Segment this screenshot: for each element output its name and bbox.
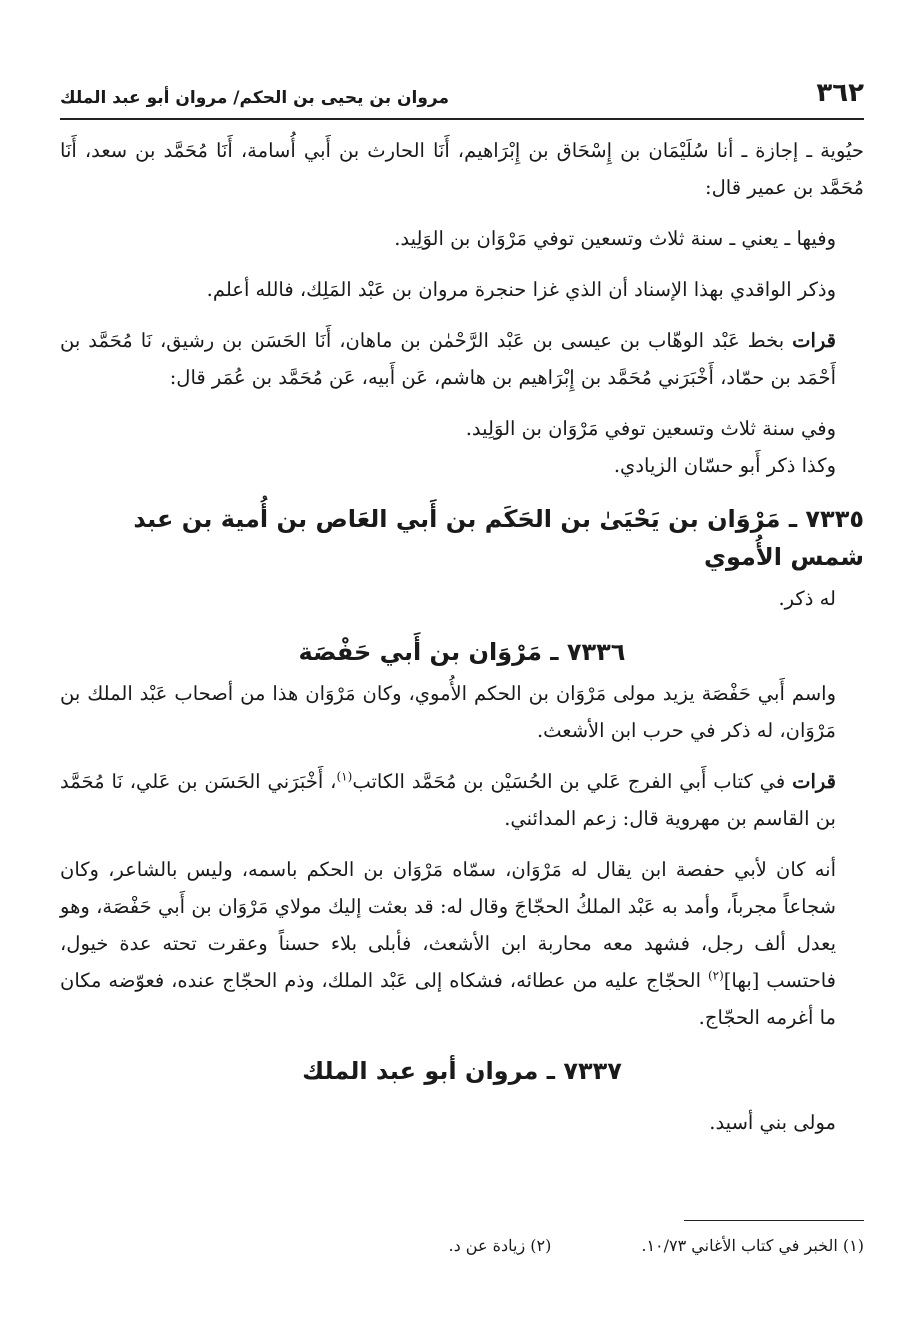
entry-7336-paragraph-3-text-b: الحجّاج عليه من عطائه، فشكاه إلى عَبْد الملك، وذم الحجّاج عنده، فعوّضه مكان ما أغرمه الحجّاج. <box>60 969 836 1029</box>
paragraph-4-text: بخط عَبْد الوهّاب بن عيسى بن عَبْد الرَّحْمٰن بن ماهان، أَنَا الحَسَن بن رشيق، نَا مُحَمَّد بن أَحْمَد بن حمّاد، أَخْبَرَني مُحَمَّد بن إِبْرَاهيم بن هاشم، عَن أَبيه، عَن مُحَمَّد بن عُمَر قال: <box>60 329 836 389</box>
entry-7336-paragraph-2-text-a: في كتاب أَبي الفرج عَلي بن الحُسَيْن بن مُحَمَّد الكاتب <box>352 770 793 793</box>
entry-7336-paragraph-2-lead: قرات <box>792 770 836 793</box>
footnote-2: (٢) زيادة عن د. <box>448 1236 552 1255</box>
footnote-ref-2: (٢) <box>707 968 724 983</box>
paragraph-3: وذكر الواقدي بهذا الإسناد أن الذي غزا حنجرة مروان بن عَبْد المَلِك، فالله أعلم. <box>206 278 836 301</box>
paragraph-6: وكذا ذكر أَبو حسّان الزيادي. <box>613 454 836 477</box>
paragraph-1: حيُوية ـ إجازة ـ أنا سُلَيْمَان بن إِسْحَاق بن إِبْرَاهيم، أَنَا الحارث بن أَبي أُسامة، أَنَا مُحَمَّد بن سعد، أَنَا مُحَمَّد بن عمير قال: <box>60 139 864 199</box>
entry-7336-paragraph-2 <box>60 763 864 837</box>
entry-7337-text: مولى بني أسيد. <box>709 1111 836 1134</box>
paragraph-5: وفي سنة ثلاث وتسعين توفي مَرْوَان بن الوَلِيد. <box>465 417 836 440</box>
footnotes <box>60 1234 864 1258</box>
paragraph-4-lead: قرات <box>792 329 836 352</box>
page-body <box>60 132 864 1141</box>
page-number: ٣٦٢ <box>816 78 864 108</box>
paragraph-4 <box>60 322 864 396</box>
entry-7336-paragraph-2-text-b: ، أَخْبَرَني الحَسَن بن عَلي، نَا مُحَمَّد بن القاسم بن مهروية قال: زعم المدائني. <box>60 770 836 830</box>
footnote-ref-1: (١) <box>336 769 353 784</box>
entry-7336-title: ٧٣٣٦ ـ مَرْوَان بن أَبي حَفْصَة <box>298 638 626 666</box>
header-divider <box>60 118 864 120</box>
entry-7336-paragraph-1: واسم أَبي حَفْصَة يزيد مولى مَرْوَان بن الحكم الأُموي، وكان مَرْوَان هذا من أصحاب عَبْد الملك بن مَرْوَان، له ذكر في حرب ابن الأشعث. <box>60 682 836 742</box>
entry-7336-paragraph-3 <box>60 851 864 1036</box>
entry-7336-paragraph-3-text-a: أنه كان لأبي حفصة ابن يقال له مَرْوَان، سمّاه مَرْوَان بن الحكم باسمه، وليس بالشاعر، وكان شجاعاً مجرباً، وأمد به عَبْد الملكُ الحجّاجَ وقال له: قد بعثت إليك مولاي مَرْوَان بن أَبي حَفْصَة، وهو يعدل ألف رجل، فشهد معه محاربة ابن الأشعث، فأبلى بلاء حسناً وعقرت تحته عدة خيول، فاحتسب [بها] <box>60 858 837 992</box>
entry-7335-title: ٧٣٣٥ ـ مَرْوَان بن يَحْيَىٰ بن الحَكَم بن أَبي العَاص بن أُمية بن عبد شمس الأُموي <box>133 505 864 571</box>
running-head-title: مروان بن يحيى بن الحكم/ مروان أبو عبد الملك <box>60 88 449 108</box>
running-head <box>60 72 864 108</box>
footnote-1: (١) الخبر في كتاب الأغاني ١٠/٧٣. <box>641 1236 864 1255</box>
paragraph-2: وفيها ـ يعني ـ سنة ثلاث وتسعين توفي مَرْوَان بن الوَلِيد. <box>394 227 836 250</box>
entry-7335-text: له ذكر. <box>778 587 836 610</box>
footnote-divider <box>684 1220 864 1221</box>
entry-7337-title: ٧٣٣٧ ـ مروان أبو عبد الملك <box>302 1057 622 1085</box>
